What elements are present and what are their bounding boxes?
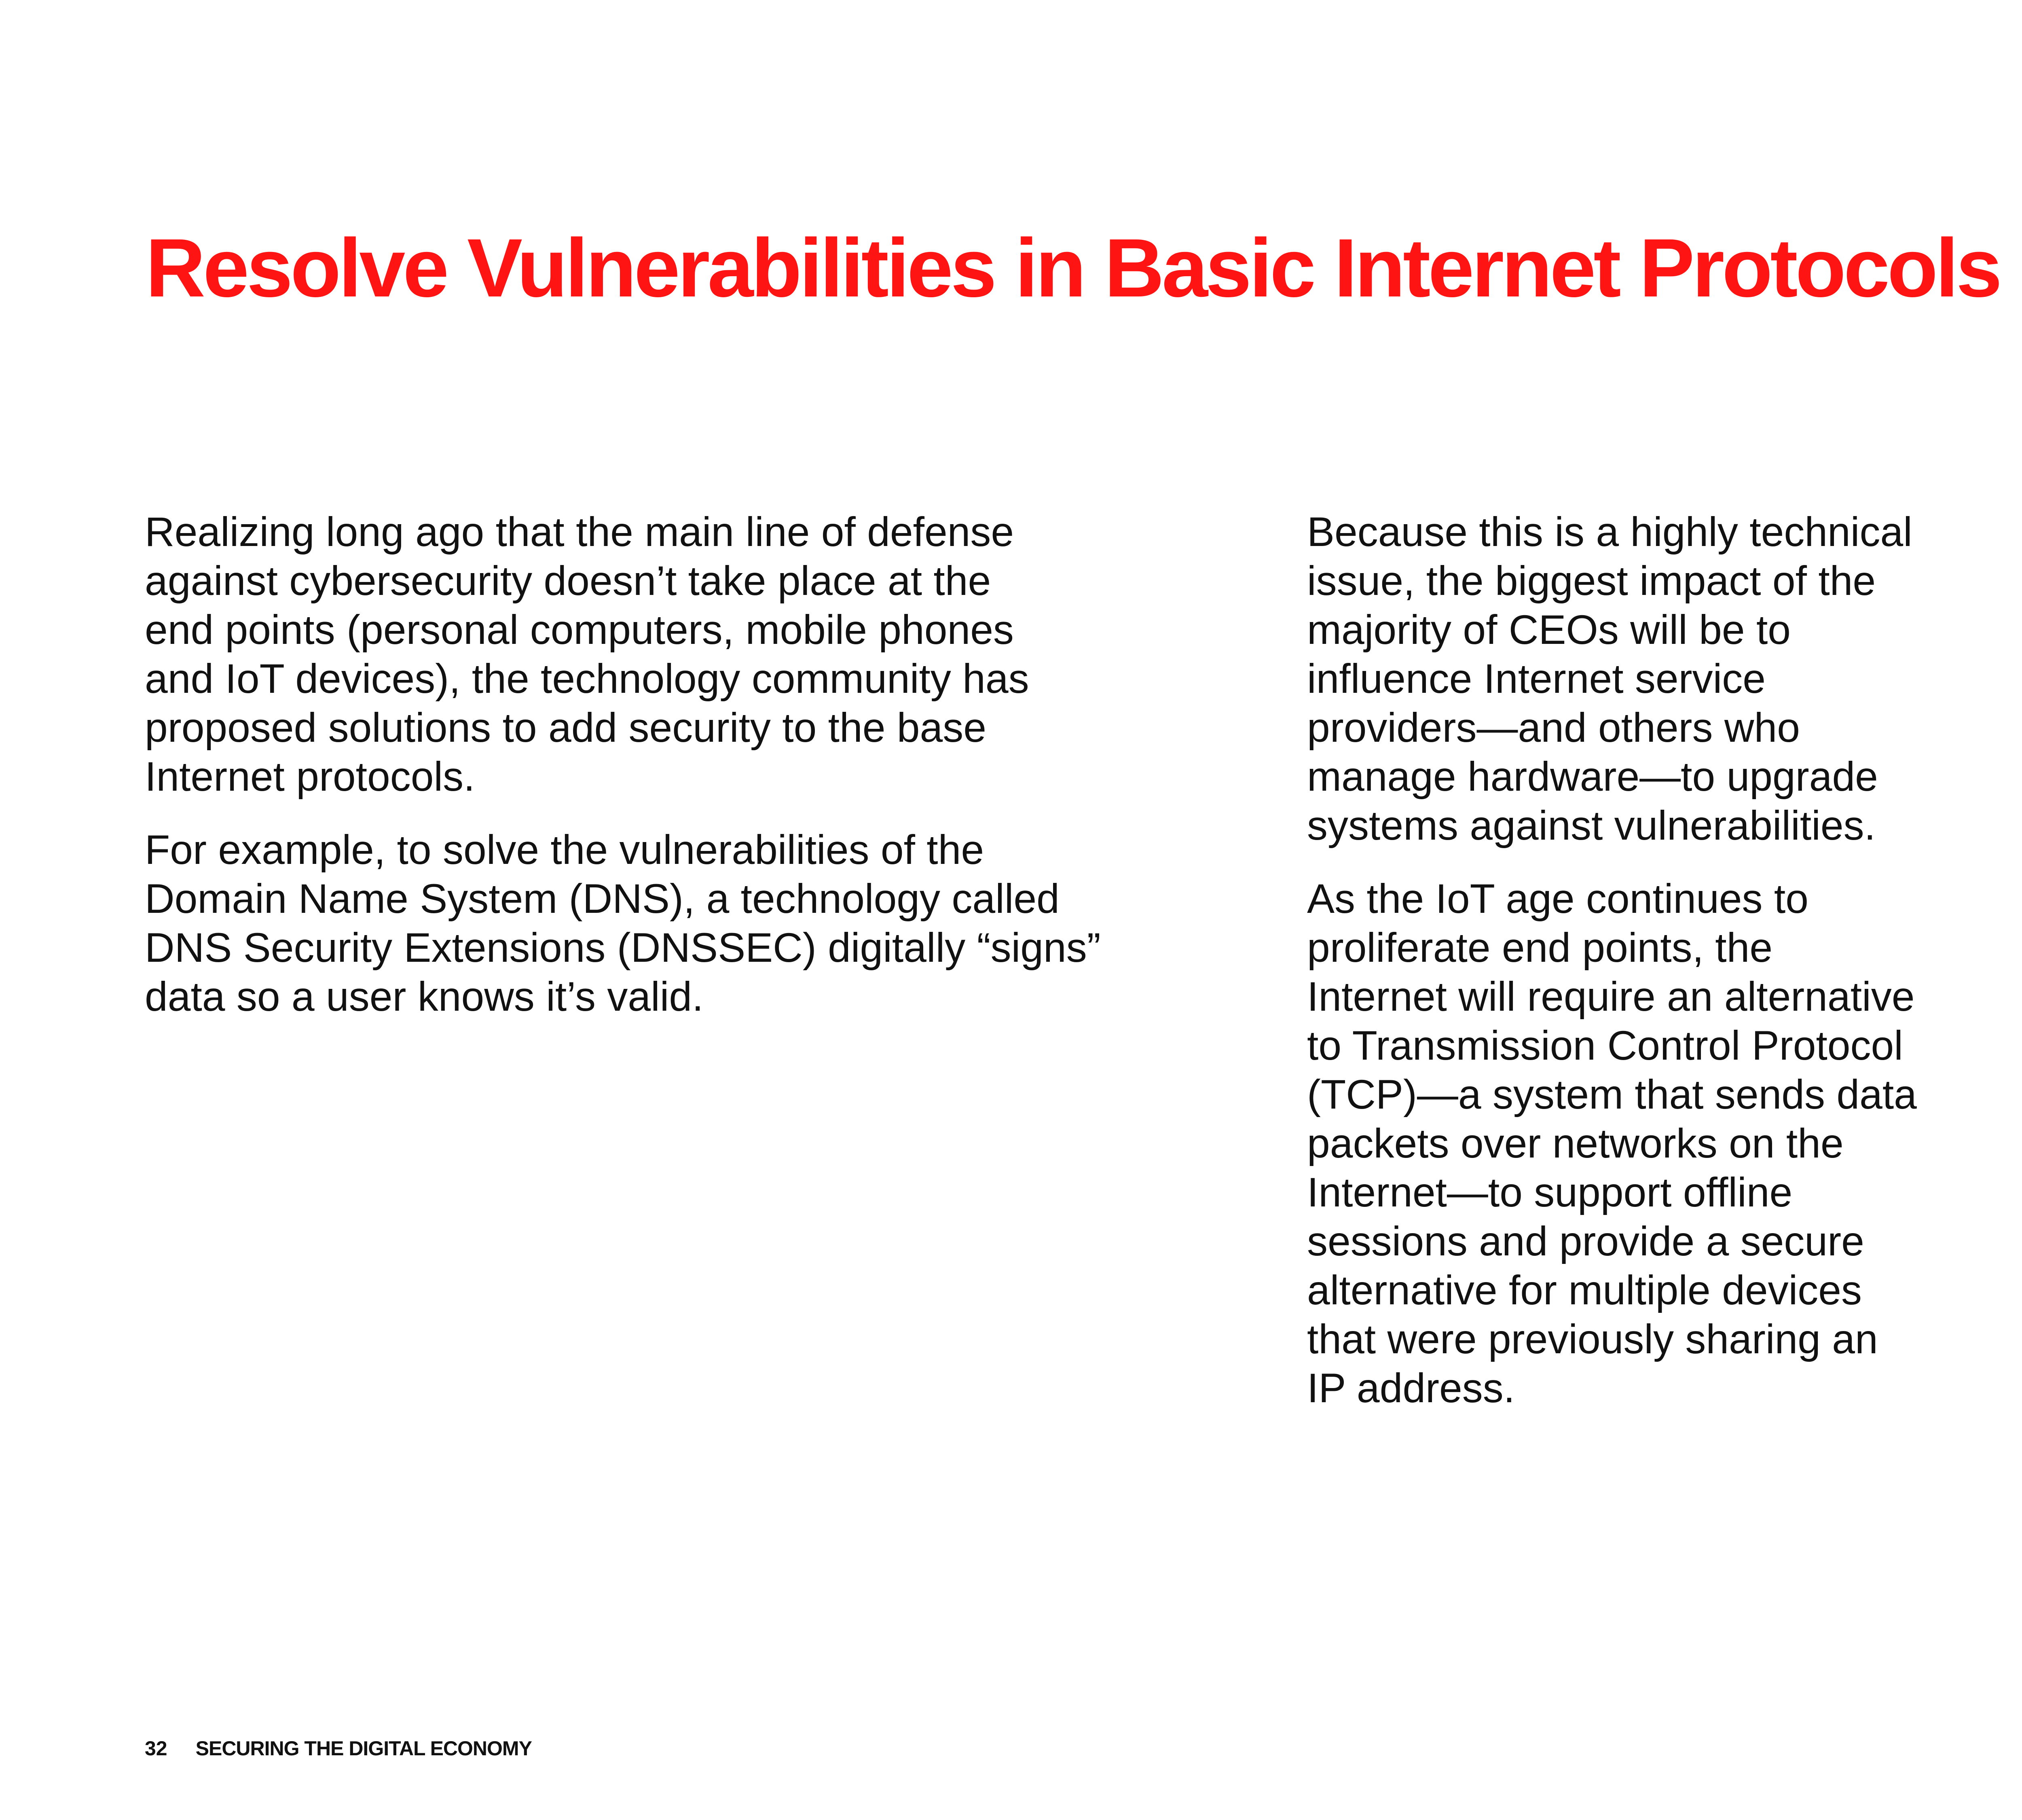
text-line: Internet will require an alternative (1307, 973, 1915, 1020)
text-line: As the IoT age continues to (1307, 876, 1808, 922)
text-line: proposed solutions to add security to the base (145, 705, 986, 751)
text-line: packets over networks on the (1307, 1120, 1844, 1166)
text-line: Internet protocols. (145, 753, 475, 800)
text-line: Internet—to support offline (1307, 1169, 1793, 1215)
page-number: 32 (145, 1737, 167, 1760)
text-line: sessions and provide a secure (1307, 1218, 1864, 1264)
text-column-1 (145, 508, 1136, 1045)
paragraph (1307, 508, 2022, 850)
text-line: IP address. (1307, 1365, 1515, 1411)
text-line: issue, the biggest impact of the (1307, 558, 1876, 604)
text-line: Domain Name System (DNS), a technology called (145, 876, 1060, 922)
text-line: influence Internet service (1307, 656, 1766, 702)
page-footer (145, 1738, 532, 1759)
text-line: to Transmission Control Protocol (1307, 1022, 1903, 1069)
text-line: that were previously sharing an (1307, 1316, 1878, 1362)
text-line: providers—and others who (1307, 705, 1800, 751)
text-line: Because this is a highly technical (1307, 509, 1912, 555)
text-line: majority of CEOs will be to (1307, 607, 1791, 653)
text-line: manage hardware—to upgrade (1307, 753, 1878, 800)
text-line: systems against vulnerabilities. (1307, 802, 1876, 849)
text-line: Realizing long ago that the main line of defense (145, 509, 1014, 555)
paragraph (1307, 874, 2022, 1413)
text-line: against cybersecurity doesn’t take place at the (145, 558, 991, 604)
text-line: DNS Security Extensions (DNSSEC) digitally “signs” (145, 925, 1101, 971)
paragraph (145, 508, 1136, 801)
document-title: SECURING THE DIGITAL ECONOMY (195, 1737, 532, 1760)
page-title: Resolve Vulnerabilities in Basic Internet Protocols (146, 222, 2000, 314)
text-column-2 (1307, 508, 2022, 1437)
paragraph (145, 825, 1136, 1021)
text-line: For example, to solve the vulnerabilities of the (145, 827, 984, 873)
text-line: (TCP)—a system that sends data (1307, 1071, 1917, 1117)
text-line: proliferate end points, the (1307, 925, 1773, 971)
text-line: data so a user knows it’s valid. (145, 973, 704, 1020)
text-line: and IoT devices), the technology community has (145, 656, 1029, 702)
text-line: alternative for multiple devices (1307, 1267, 1862, 1313)
text-line: end points (personal computers, mobile phones (145, 607, 1014, 653)
